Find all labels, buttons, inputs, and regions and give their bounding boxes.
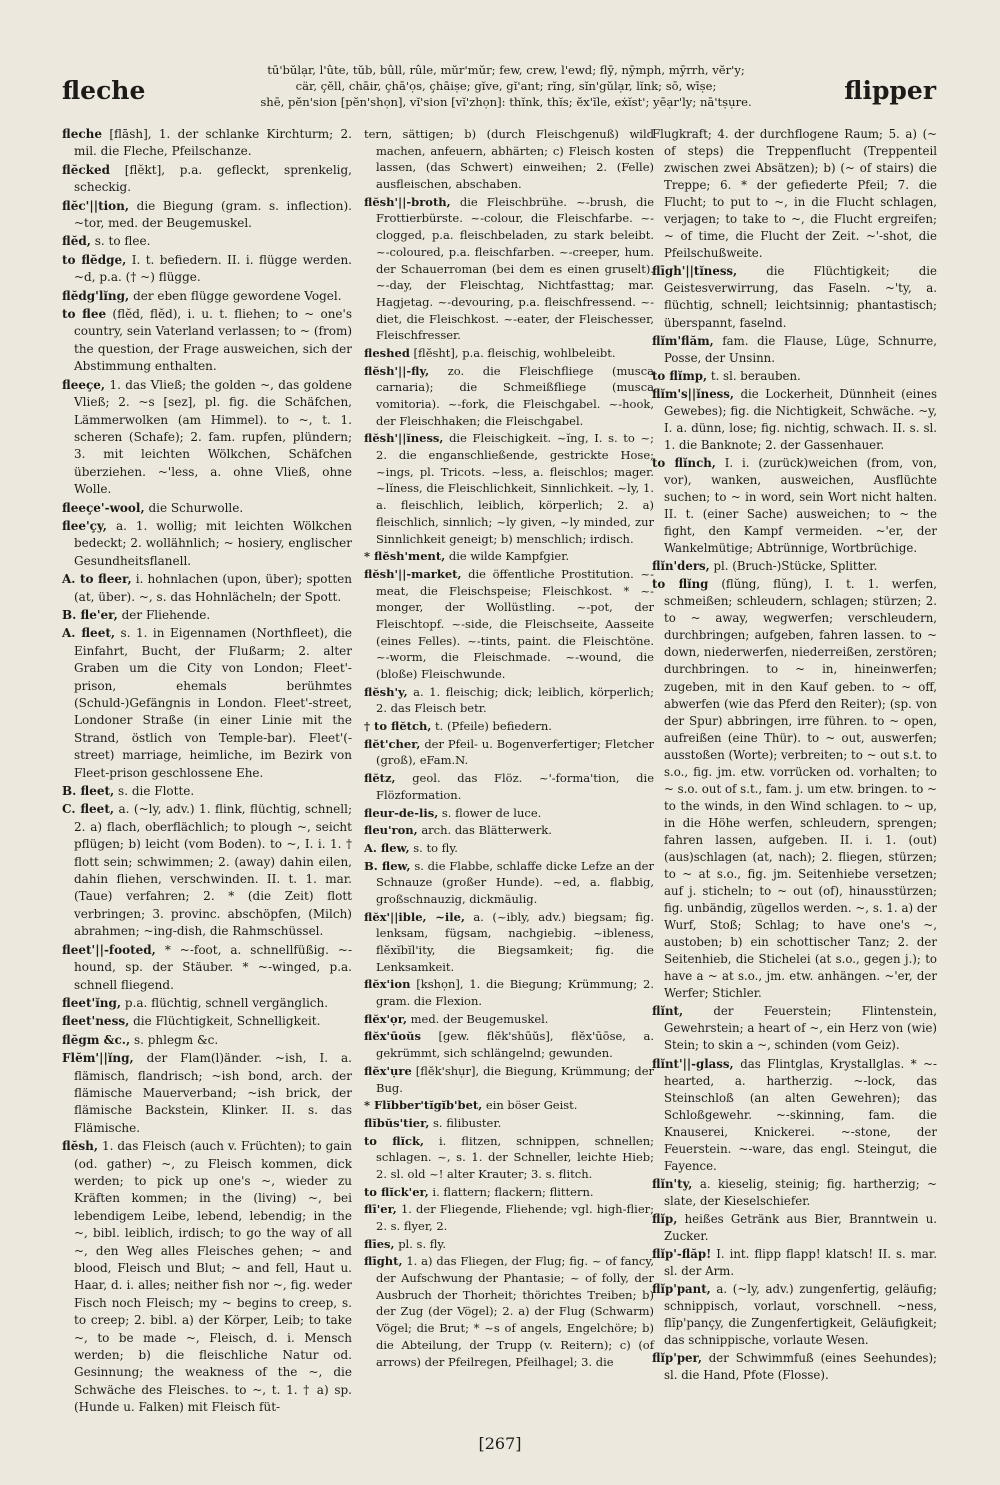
entry-definition: das Flintglas, Krystallglas. * ~-hearted, a. hartherzig. ~-lock, das Steinschloß (an alten Gewehren); das Schloßgewehr. ~-skinning, fam. die Knauserei, Knickerei. ~-stone, der Feuerstein. ~-ware, das engl. Steingut, die Fayence. [664, 1056, 937, 1173]
entry-headword: flĭp'-flăp! [652, 1247, 712, 1262]
entry-definition: 1. das Vließ; the golden ~, das goldene Vließ; 2. ~s [sez], pl. fig. die Schäfchen, Lämmerwolken (am Himmel). to ~, t. 1. scheren (Schafe); 2. fam. rupfen, plündern; 3. mit leichten Wölkchen, Schäfchen überziehen. ~'less, a. ohne Vließ, ohne Wolle. [74, 377, 352, 497]
entry-headword: flĕd, [62, 234, 91, 249]
entry-definition: tern, sättigen; b) (durch Fleischgenuß) wild machen, anfeuern, abhärten; c) Fleisch kosten lassen, (das Schwert) einweihen; 2. (Felle) ausfleischen, abschaben. [364, 127, 654, 192]
entry-definition: die wilde Kampfgier. [448, 549, 570, 564]
entry-definition: die Flüchtigkeit; die Geistesverwirrung, das Faseln. ~'ty, a. flüchtig, schnell; leichtsinnig; phantastisch; überspannt, faselnd. [664, 264, 937, 330]
entry-definition: s. filibuster. [433, 1115, 502, 1130]
entry-definition: I. i. (zurück)weichen (from, von, vor), wanken, ausweichen, Ausflüchte suchen; to ~ in word, sein Wort nicht halten. II. t. (einer Sache) ausweichen; to ~ the fight, den Kampf vermeiden. ~'er, der Wankelmütige; Abtrünnige, Wortbrüchige. [664, 455, 937, 556]
entry-definition: Flugkraft; 4. der durchflogene Raum; 5. a) (~ of steps) die Treppenflucht (Treppenteil zwischen zwei Absätzen); b) (~ of stairs) die Treppe; 6. * der gefiederte Pfeil; 7. die Flucht; to put to ~, in die Flucht schlagen, verjagen; to take to ~, die Flucht ergreifen; ~ of time, die Flucht der Zeit. ~'-shot, die Pfeilschußweite. [652, 127, 937, 261]
entry-headword: flĕx'ion [364, 977, 411, 992]
dictionary-entry [652, 1176, 937, 1210]
pronunciation-key [220, 62, 792, 110]
entry-definition: I. int. flipp flapp! klatsch! II. s. mar. sl. der Arm. [664, 1247, 937, 1279]
entry-headword: fleu'ron, [364, 823, 418, 838]
dictionary-entry [364, 345, 654, 362]
entry-definition: der Fliehende. [121, 607, 211, 622]
entry-headword: flĕsh, [62, 1139, 99, 1154]
entry-headword: flĭm'flăm, [652, 333, 714, 348]
entry-definition: * ~-foot, a. schnellfüßig. ~-hound, sp. der Stäuber. * ~-winged, p.a. schnell fliegend. [74, 942, 352, 992]
dictionary-entry [62, 801, 352, 940]
entry-headword: flī'er, [364, 1202, 397, 1217]
dictionary-entry [652, 1246, 937, 1280]
entry-headword: flĕtz, [364, 771, 396, 786]
entry-definition: (flŭng, flŭng), I. t. 1. werfen, schmeißen; schleudern, schlagen; stürzen; 2. to ~ away, wegwerfen; verschleudern, durchbringen; aufgeben, fahren lassen. to ~ down, niederwerfen, niederreißen, zerstören; durchbringen. to ~ in, hineinwerfen; zugeben, mit in den Kauf geben. to ~ off, abwerfen (wie das Pferd den Reiter); (sp. von der Spur) abbringen, irre führen. to ~ open, aufreißen (eine Thür). to ~ out, auswerfen; ausstoßen (Worte); verbreiten; to ~ out s.t. to s.o., fig. jm. etw. vorrücken od. vorhalten; to ~ s.o. out of s.t., fam. j. um etw. bringen. to ~ to the winds, in den Wind schlagen. to ~ up, in die Höhe werfen, schleudern, sprengen; fahren lassen, aufgeben. II. i. 1. (out) (aus)schlagen (at, nach); 2. fliegen, stürzen; to ~ at s.o., fig. jm. Seitenhiebe versetzen; auf j. sticheln; to ~ out (of), hinausstürzen; fig. unbändig, zügellos werden. ~, s. 1. a) der Wurf, Stoß; Schlag; to have one's ~, austoben; b) ein schottischer Tanz; 2. der Seitenhieb, die Stichelei (at s.o., gegen j.); to have a ~ at s.o., jm. etw. anhängen. ~'er, der Werfer; Stichler. [664, 577, 937, 1001]
entry-headword: B. fleet, [62, 784, 115, 799]
entry-headword: flĕsh'||-market, [364, 566, 462, 581]
entry-headword: * Flĭbber'tĭgĭb'bet, [364, 1098, 483, 1113]
entry-headword: flee'çy, [62, 518, 107, 533]
dictionary-entry [364, 684, 654, 717]
entry-headword: flĕsh'||-broth, [364, 194, 451, 209]
dictionary-entry [652, 576, 937, 1002]
entry-definition: geol. das Flöz. ~'-forma'tion, die Flözformation. [376, 771, 655, 802]
entry-headword: * flĕsh'ment, [364, 549, 446, 564]
entry-definition: [gew. flĕk'shūŭs], flĕx'ūōse, a. gekrümmt, sich schlängelnd; gewunden. [376, 1029, 654, 1061]
entry-headword: fleeçe'-wool, [62, 500, 145, 515]
dictionary-entry [364, 194, 654, 344]
dictionary-entry [364, 858, 654, 908]
dictionary-entry [62, 783, 352, 800]
entry-headword: B. flew, [364, 858, 411, 873]
dictionary-entry [364, 1063, 654, 1096]
entry-definition: der eben flügge gewordene Vogel. [133, 288, 342, 303]
guide-word-right: flipper [844, 76, 936, 105]
entry-headword: A. flew, [364, 840, 410, 855]
dictionary-entry [364, 736, 654, 769]
pronunciation-key-line: shē, pĕn'sion [pĕn'shọn], vĭ'sion [vĭ'zhọn]: thĭnk, thĭs; ĕx'ĭle, eẋĭst'; yēạr'ly; nā'tṣụre. [260, 95, 752, 109]
entry-headword: to flĭnch, [652, 455, 716, 470]
dictionary-entry [652, 333, 937, 367]
entry-headword: flīght, [364, 1254, 403, 1269]
entry-headword: to flĭck, [364, 1133, 425, 1148]
dictionary-entry [364, 566, 654, 683]
dictionary-entry [364, 822, 654, 839]
entry-headword: C. fleet, [62, 802, 115, 817]
entry-definition: med. der Beugemuskel. [410, 1011, 549, 1026]
entry-headword: flĕsh'y, [364, 684, 408, 699]
entry-definition: die Fleischbrühe. ~-brush, die Frottierbürste. ~-colour, die Fleischfarbe. ~-clogged, p.a. fleischbeladen, zu stark beleibt. ~-coloured, p.a. fleischfarben. ~-creeper, hum. der Schauerroman (bei dem es einen gruselt). ~-day, der Fleischtag, Nichtfasttag; mar. Hagjetag. ~-devouring, p.a. fleischfressend. ~-diet, die Fleischkost. ~-eater, der Fleischesser, Fleischfresser. [376, 194, 655, 343]
entry-definition: s. phlegm &c. [133, 1032, 219, 1047]
column-2 [364, 126, 654, 1371]
entry-headword: fleet'ĭng, [62, 995, 122, 1010]
column-1 [62, 126, 352, 1418]
entry-headword: flĕgm &c., [62, 1032, 131, 1047]
dictionary-entry [364, 430, 654, 547]
entry-headword: fleur-de-lis, [364, 805, 439, 820]
dictionary-entry [364, 1133, 654, 1183]
pronunciation-key-line: cär, çĕll, chāir, çhā'ọs, çhāiṣe; gĭve, gĭ'ant; rĭng, sĭn'gŭlạr, lĭnk; sō, wīṣe; [295, 79, 717, 93]
entry-definition: die Fleischigkeit. ~ĭng, I. s. to ~; 2. die enganschließende, gestrickte Hose; ~ings, pl. Tricots. ~less, a. fleischlos; mager. ~lĭness, die Fleischlichkeit, Sinnlichkeit. ~ly, 1. a. fleischlich, leiblich, körperlich; 2. a) fleischlich, sinnlich; ~ly given, ~ly minded, zur Sinnlichkeit geneigt; b) menschlich; irdisch. [376, 431, 655, 546]
dictionary-entry [652, 126, 937, 262]
entry-definition: p.a. flüchtig, schnell vergänglich. [124, 995, 329, 1010]
entry-headword: flĭbŭs'tier, [364, 1115, 430, 1130]
entry-headword: flĕdg'lĭng, [62, 288, 130, 303]
entry-definition: pl. (Bruch-)Stücke, Splitter. [713, 559, 878, 574]
entry-headword: flĕt'cher, [364, 736, 421, 751]
entry-headword: Flĕm'||ĭng, [62, 1051, 134, 1066]
entry-definition: ein böser Geist. [485, 1098, 578, 1113]
dictionary-entry [62, 625, 352, 782]
entry-definition: t. (Pfeile) befiedern. [435, 719, 552, 734]
dictionary-entry [62, 942, 352, 994]
dictionary-entry [652, 558, 937, 575]
dictionary-entry [62, 252, 352, 287]
column-3 [652, 126, 937, 1385]
entry-headword: flĭp, [652, 1211, 678, 1226]
entry-definition: die Biegung (gram. s. inflection). ~tor, med. der Beugemuskel. [74, 198, 352, 231]
entry-definition: s. to flee. [94, 234, 151, 249]
dictionary-entry [652, 1350, 937, 1384]
entry-definition: der Flam(l)änder. ~ish, I. a. flämisch, flandrisch; ~ish bond, arch. der flämische Mauerverband; ~ish brick, der flämische Backstein, Klinker. II. s. das Flämische. [74, 1051, 352, 1135]
dictionary-entry [62, 162, 352, 197]
entry-headword: fleet'||-footed, [62, 942, 156, 957]
dictionary-entry [62, 1013, 352, 1030]
entry-definition: a. 1. fleischig; dick; leiblich, körperlich; 2. das Fleisch betr. [376, 684, 655, 716]
dictionary-entry [364, 363, 654, 430]
entry-definition: a. (~ibly, adv.) biegsam; fig. lenksam, fügsam, nachgiebig. ~ibleness, flĕxĭbĭl'ity, die Biegsamkeit; fig. die Lenksamkeit. [376, 909, 654, 974]
dictionary-entry [62, 377, 352, 499]
entry-definition: s. flower de luce. [441, 805, 542, 820]
entry-headword: A. to fleer, [62, 572, 132, 587]
entry-headword: fleeçe, [62, 377, 106, 392]
dictionary-entry [364, 548, 654, 565]
dictionary-entry [364, 1201, 654, 1234]
dictionary-entry [62, 288, 352, 305]
entry-definition: a. 1. wollig; mit leichten Wölkchen bedeckt; 2. wollähnlich; ~ hosiery, englischer Gesundheitsflanell. [74, 518, 352, 568]
entry-headword: flĕx'||ible, ~ile, [364, 909, 465, 924]
dictionary-entry [62, 518, 352, 570]
entry-definition: a. (~ly, adv.) 1. flink, flüchtig, schnell; 2. a) flach, oberflächlich; to plough ~, seicht pflügen; b) leicht (vom Boden). to ~, I. i. 1. † flott sein; schwimmen; 2. (away) dahin eilen, dahin fliehen, verschwinden. II. t. 1. mar. (Taue) verfahren; 2. * (die Zeit) flott verbringen; 3. provinc. abschöpfen, (Milch) abrahmen; ~ing-dish, die Rahmschüssel. [74, 802, 352, 939]
entry-headword: flĭnt, [652, 1004, 684, 1019]
dictionary-entry [652, 1281, 937, 1349]
guide-word-left: fleche [62, 76, 146, 105]
entry-definition: a. kieselig, steinig; fig. hartherzig; ~ slate, der Kieselschiefer. [664, 1176, 937, 1208]
entry-headword: flĭn'ders, [652, 559, 710, 574]
entry-headword: † to flĕtch, [364, 719, 432, 734]
dictionary-entry [652, 368, 937, 385]
dictionary-entry [62, 1050, 352, 1137]
entry-definition: 1. das Fleisch (auch v. Früchten); to gain (od. gather) ~, zu Fleisch kommen, dick werden; to pick up one's ~, wieder zu Kräften kommen; in the (living) ~, bei lebendigem Leibe, lebend, lebendig; in the ~, bibl. leiblich, irdisch; to go the way of all ~, den Weg alles Fleisches gehen; ~ and blood, Fleisch und Blut; ~ and fell, Haut u. Haar, d. i. alles; neither fish nor ~, fig. weder Fisch noch Fleisch; my ~ begins to creep, s. to creep; 2. bibl. a) der Körper, Leib; to take ~, to be made ~, Fleisch, d. i. Mensch werden; b) die fleischliche Natur od. Gesinnung; the weakness of the ~, die Schwäche des Fleisches. to ~, t. 1. † a) sp. (Hunde u. Falken) mit Fleisch füt- [74, 1139, 352, 1415]
entry-headword: to flee [62, 307, 107, 322]
dictionary-entry [62, 306, 352, 376]
entry-definition: s. die Flotte. [118, 784, 195, 799]
entry-headword: flĕx'ụre [364, 1063, 412, 1078]
entry-definition: t. sl. berauben. [710, 368, 801, 383]
dictionary-entry [364, 909, 654, 976]
entry-definition: (flĕd, flĕd), i. u. t. fliehen; to ~ one's country, sein Vaterland verlassen; to ~ (from) the question, der Frage ausweichen, sich der Abstimmung enthalten. [74, 307, 352, 374]
dictionary-entry [62, 995, 352, 1012]
entry-definition: [flĕsht], p.a. fleischig, wohlbeleibt. [413, 345, 616, 360]
entry-headword: flĭp'pant, [652, 1282, 711, 1297]
page-number: [267] [478, 1434, 522, 1453]
entry-definition: I. t. befiedern. II. i. flügge werden. ~d, p.a. († ~) flügge. [74, 252, 352, 285]
dictionary-entry [364, 805, 654, 822]
entry-definition: 1. a) das Fliegen, der Flug; fig. ~ of fancy, der Aufschwung der Phantasie; ~ of folly, der Ausbruch der Thorheit; thörichtes Treiben; b) der Zug (der Vögel); 2. a) der Flug (Schwarm) Vögel; die Brut; * ~s of angels, Engelchöre; b) die Abteilung, der Trupp (v. Reitern); c) (of arrows) der Pfeilregen, Pfeilhagel; 3. die [376, 1254, 654, 1369]
entry-definition: 1. der Fliegende, Fliehende; vgl. high-flier; 2. s. flyer, 2. [376, 1202, 655, 1233]
dictionary-entry [652, 1003, 937, 1054]
entry-headword: flĕc'||tion, [62, 198, 130, 213]
dictionary-entry [62, 126, 352, 161]
dictionary-entry [652, 1211, 937, 1245]
dictionary-entry [652, 386, 937, 454]
dictionary-entry [62, 1032, 352, 1049]
pronunciation-key-line: tū'bŭlạr, l'ûte, tŭb, bûll, rûle, mŭr'mŭr; few, crew, l'ewd; flȳ, nȳmph, mȳrrh, vĕr'y; [267, 63, 745, 77]
entry-definition: der Schwimmfuß (eines Seehundes); sl. die Hand, Pfote (Flosse). [664, 1351, 937, 1383]
entry-definition: i. flitzen, schnippen, schnellen; schlagen. ~, s. 1. der Schneller, leichte Hieb; 2. sl. old ~! alter Krauter; 3. s. flitch. [376, 1133, 654, 1181]
dictionary-entry [364, 718, 654, 735]
entry-headword: fleet'ness, [62, 1014, 130, 1029]
entry-headword: flĕcked [62, 162, 111, 177]
entry-headword: to flĭmp, [652, 368, 708, 383]
entry-definition: i. flattern; flackern; flittern. [432, 1184, 594, 1199]
dictionary-entry [62, 233, 352, 250]
entry-headword: flĭnt'||-glass, [652, 1056, 734, 1071]
entry-headword: fleche [62, 127, 103, 141]
dictionary-entry [364, 1253, 654, 1370]
entry-definition: die Lockerheit, Dünnheit (eines Gewebes); fig. die Nichtigkeit, Schwäche. ~y, I. a. dünn, lose; fig. nichtig, schwach. II. s. sl. 1. die Banknote; 2. der Gassenhauer. [664, 386, 937, 452]
entry-definition: die Flüchtigkeit, Schnelligkeit. [133, 1014, 321, 1029]
dictionary-entry [62, 500, 352, 517]
dictionary-entry [62, 571, 352, 606]
dictionary-entry [652, 1056, 937, 1175]
entry-definition: a. (~ly, adv.) zungenfertig, geläufig; schnippisch, vorlaut, vorschnell. ~ness, flĭp'pançy, die Zungenfertigkeit, Geläufigkeit; das schnippische, vorlaute Wesen. [664, 1282, 937, 1348]
entry-definition: pl. s. fly. [398, 1236, 447, 1251]
dictionary-entry [364, 840, 654, 857]
entry-headword: flĕx'ọr, [364, 1011, 407, 1026]
entry-definition: der Feuerstein; Flintenstein, Gewehrstein; a heart of ~, ein Herz von (wie) Stein; to skin a ~, schinden (vom Geiz). [664, 1004, 937, 1053]
dictionary-entry [364, 126, 654, 193]
entry-headword: flĭm's||ĭness, [652, 386, 735, 401]
entry-definition: zo. die Fleischfliege (musca carnaria); die Schmeißfliege (musca vomitoria). ~-fork, die Fleischgabel. ~-hook, der Fleischhaken; die Fleischgabel. [376, 363, 654, 428]
dictionary-entry [364, 1236, 654, 1253]
entry-definition: s. to fly. [413, 840, 458, 855]
entry-definition: s. die Flabbe, schlaffe dicke Lefze an der Schnauze (großer Hunde). ~ed, a. flabbig, großschnauzig, dickmäulig. [376, 858, 654, 906]
dictionary-entry [364, 770, 654, 803]
entry-definition: fam. die Flause, Lüge, Schnurre, Posse, der Unsinn. [664, 333, 937, 365]
entry-definition: arch. das Blätterwerk. [421, 823, 552, 838]
dictionary-entry [652, 455, 937, 557]
entry-definition: die Schurwolle. [148, 500, 244, 515]
entry-headword: flĕsh'||-fly, [364, 363, 430, 378]
entry-headword: flĕx'ūoŭs [364, 1029, 421, 1044]
dictionary-entry [62, 607, 352, 624]
dictionary-entry [652, 263, 937, 331]
dictionary-entry [62, 1138, 352, 1417]
entry-definition: i. hohnlachen (upon, über); spotten (at, über). ~, s. das Hohnlächeln; der Spott. [74, 572, 352, 604]
entry-headword: A. fleet, [62, 626, 116, 641]
entry-headword: B. fle'er, [62, 607, 118, 622]
entry-headword: flĭp'per, [652, 1351, 702, 1366]
dictionary-entry [364, 1115, 654, 1132]
dictionary-entry [364, 1028, 654, 1061]
dictionary-entry [364, 1011, 654, 1028]
entry-headword: to flĕdge, [62, 252, 127, 267]
dictionary-entry [364, 976, 654, 1009]
dictionary-entry [364, 1097, 654, 1114]
entry-definition: [flĕkt], p.a. gefleckt, sprenkelig, scheckig. [74, 162, 352, 195]
entry-headword: to flĭck'er, [364, 1184, 429, 1199]
dictionary-entry [62, 198, 352, 233]
entry-definition: s. 1. in Eigennamen (Northfleet), die Einfahrt, Bucht, der Flußarm; 2. alter Graben um die City von London; Fleet'-prison, ehemals berühmtes (Schuld-)Gefängnis in London. Fleet'-street, Londoner Straße (in einer Linie mit the Strand, östlich von Temple-bar). Fleet'(-street) marriage, heimliche, im Bezirk von Fleet-prison geschlossene Ehe. [74, 626, 352, 780]
entry-definition: heißes Getränk aus Bier, Branntwein u. Zucker. [664, 1211, 937, 1243]
dictionary-entry [364, 1184, 654, 1201]
entry-headword: to flĭng [652, 577, 709, 592]
entry-headword: fleshed [364, 345, 410, 360]
entry-definition: [flĕk'shụr], die Biegung, Krümmung; der Bug. [376, 1063, 654, 1095]
entry-headword: flĭn'ty, [652, 1176, 693, 1191]
entry-definition: die öffentliche Prostitution. ~-meat, die Fleischspeise; Fleischkost. * ~-monger, der Wollüstling. ~-pot, der Fleischtopf. ~-side, die Fleischseite, Aasseite (eines Felles). ~-tints, paint. die Fleischtöne. ~-worm, die Fleischmade. ~-wound, die (bloße) Fleischwunde. [376, 566, 654, 681]
entry-definition: der Pfeil- u. Bogenverfertiger; Fletcher (groß), eFam.N. [376, 736, 654, 768]
entry-headword: flīes, [364, 1236, 395, 1251]
entry-definition: [kshọn], 1. die Biegung; Krümmung; 2. gram. die Flexion. [376, 977, 654, 1009]
entry-definition: [flāsh], 1. der schlanke Kirchturm; 2. mil. die Fleche, Pfeilschanze. [74, 127, 352, 159]
entry-headword: flĕsh'||ĭness, [364, 431, 444, 446]
entry-headword: flīgh'||tĭness, [652, 264, 738, 279]
